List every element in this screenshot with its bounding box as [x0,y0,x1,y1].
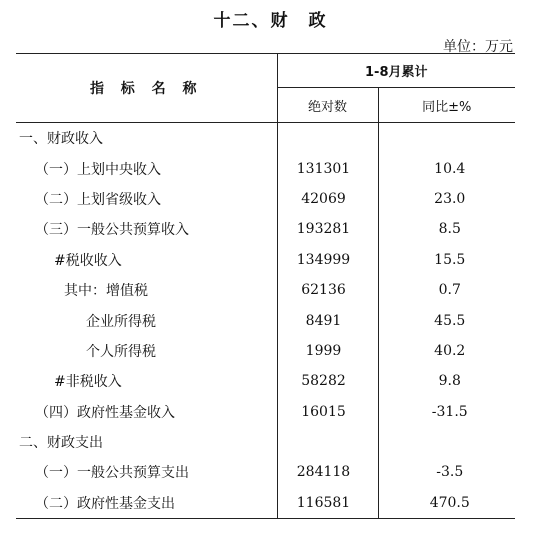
row-value [277,123,378,154]
table-row [16,336,515,366]
row-yoy: -3.5 [436,464,464,481]
row-label: （二）政府性基金支出 [16,488,277,519]
table-row [16,457,515,487]
table-row [16,123,515,154]
table-row [16,366,515,396]
row-yoy: 40.2 [434,342,466,359]
row-label: （四）政府性基金收入 [16,397,277,427]
row-yoy: 10.4 [434,160,466,177]
row-yoy: 0.7 [438,282,461,299]
page-title: 十二、财 政 [213,11,328,31]
cumulative-header: 1-8月累计 [277,54,515,88]
table-row [16,275,515,305]
row-yoy: 8.5 [438,221,461,238]
table-row [16,305,515,335]
row-label: 企业所得税 [16,305,277,335]
unit-label: 单位：万元 [443,39,513,55]
row-yoy [378,427,515,457]
row-yoy [378,123,515,154]
table-row [16,153,515,183]
row-label: #税收收入 [16,245,277,275]
row-label: （二）上划省级收入 [16,184,277,214]
row-value: 1999 [277,336,378,366]
row-yoy: 23.0 [434,190,466,207]
table-row [16,184,515,214]
row-yoy: 15.5 [434,251,466,268]
row-value: 284118 [277,457,378,487]
table-row [16,488,515,519]
table-row [16,245,515,275]
table-row [16,397,515,427]
table-row [16,214,515,244]
finance-table [16,53,515,519]
indicator-name-header: 指 标 名 称 [16,54,277,123]
row-value: 62136 [277,275,378,305]
row-yoy: -31.5 [431,403,468,420]
row-label: 其中：增值税 [16,275,277,305]
row-value: 116581 [277,488,378,519]
row-label: 二、财政支出 [16,427,277,457]
row-value: 193281 [277,214,378,244]
yoy-header: 同比±% [378,88,515,123]
row-label: #非税收入 [16,366,277,396]
row-value: 42069 [277,184,378,214]
row-label: 个人所得税 [16,336,277,366]
row-value: 16015 [277,397,378,427]
row-value: 134999 [277,245,378,275]
row-label: （一）一般公共预算支出 [16,457,277,487]
row-yoy: 45.5 [434,312,466,329]
row-label: 一、财政收入 [16,123,277,154]
row-value: 131301 [277,153,378,183]
row-label: （一）上划中央收入 [16,153,277,183]
table-row [16,427,515,457]
row-label: （三）一般公共预算收入 [16,214,277,244]
absolute-value-header: 绝对数 [277,88,378,123]
row-value: 8491 [277,305,378,335]
row-yoy: 470.5 [378,488,515,519]
row-yoy: 9.8 [438,373,461,390]
row-value [277,427,378,457]
row-value: 58282 [277,366,378,396]
